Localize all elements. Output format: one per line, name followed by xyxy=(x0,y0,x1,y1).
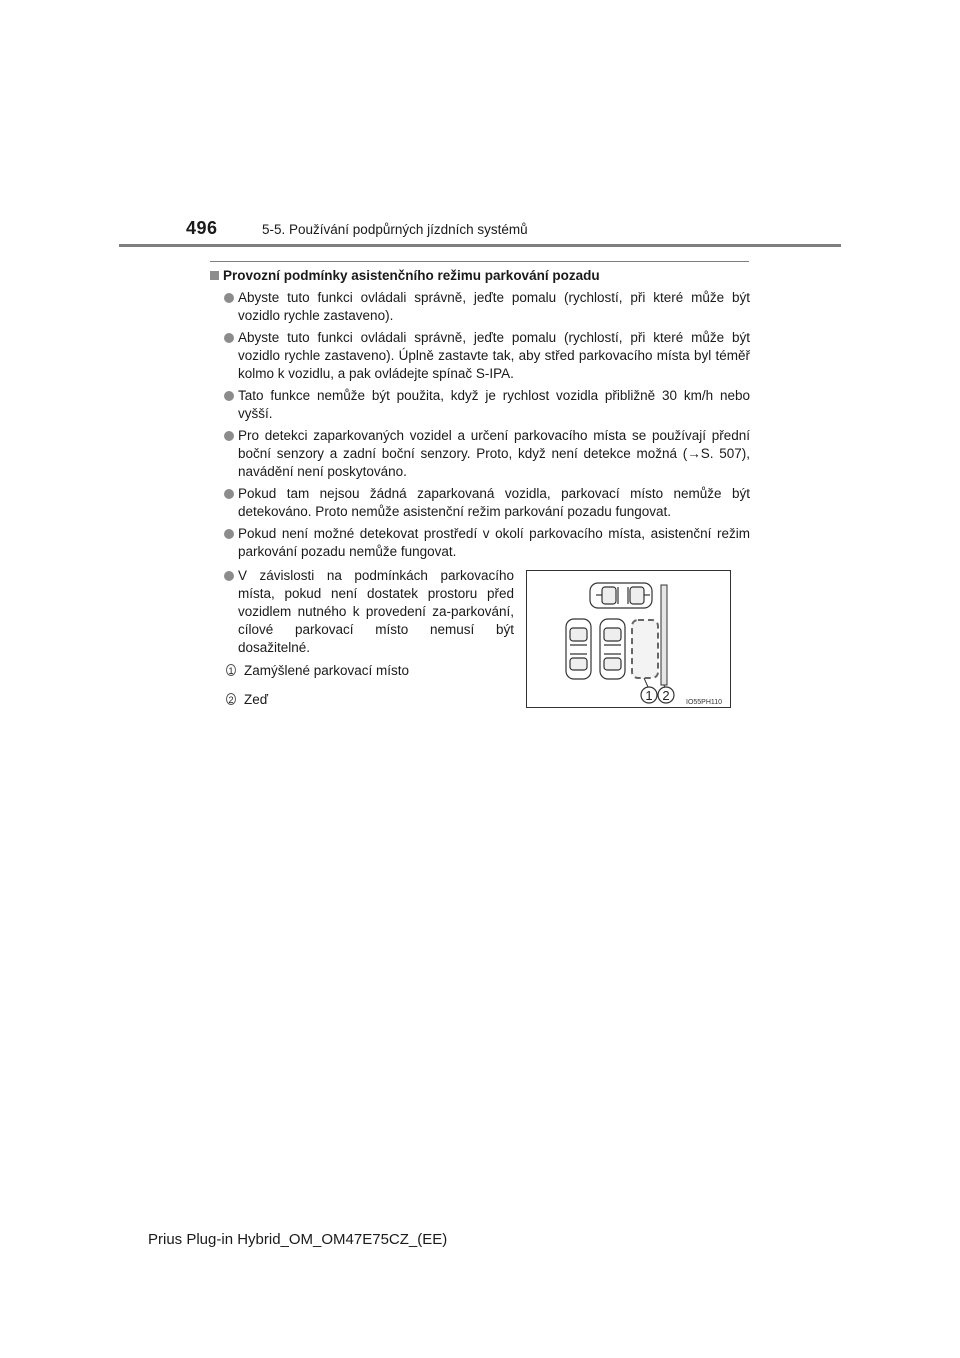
list-item xyxy=(224,289,750,325)
figure-code: IO55PH110 xyxy=(686,699,723,706)
bullet-dot-icon xyxy=(224,529,234,539)
bullet-dot-icon xyxy=(224,333,234,343)
bullet-dot-icon xyxy=(224,293,234,303)
wall xyxy=(661,585,667,685)
block-heading xyxy=(210,267,750,285)
page-number: 496 xyxy=(186,218,218,238)
list-item xyxy=(224,525,750,561)
bullet-dot-icon xyxy=(224,431,234,441)
list-item xyxy=(224,329,750,383)
parking-diagram xyxy=(526,570,731,708)
list-item-with-figure xyxy=(224,567,514,657)
callout-1-label: 1 xyxy=(645,688,653,703)
list-item-text: Abyste tuto funkci ovládali správně, jeďte pomalu (rychlostí, při které může být vozidlo rychle zastaveno). xyxy=(238,290,750,323)
bullet-dot-icon xyxy=(224,489,234,499)
list-item-text: Tato funkce nemůže být použita, když je rychlost vozidla přibližně 30 km/h nebo vyšší. xyxy=(238,388,750,421)
legend-number: 1 xyxy=(226,664,236,676)
legend-number: 2 xyxy=(226,693,236,705)
header-rule xyxy=(119,244,841,247)
footer-text: Prius Plug-in Hybrid_OM_OM47E75CZ_(EE) xyxy=(148,1231,448,1248)
section-title: 5-5. Používání podpůrných jízdních systémů xyxy=(262,222,528,237)
list-item-text: Pokud není možné detekovat prostředí v okolí parkovacího místa, asistenční režim parkování pozadu nemůže fungovat. xyxy=(238,526,750,559)
car-middle-icon xyxy=(600,619,625,679)
square-bullet-icon xyxy=(210,271,219,280)
car-left-icon xyxy=(566,619,591,679)
list-item xyxy=(224,485,750,521)
block-rule xyxy=(210,261,749,262)
legend-label: Zeď xyxy=(244,692,269,707)
bullet-dot-icon xyxy=(224,571,234,581)
bullet-list xyxy=(224,289,750,565)
block-heading-text: Provozní podmínky asistenčního režimu parkování pozadu xyxy=(223,268,600,283)
intended-parking-space xyxy=(632,620,658,678)
figure-legend xyxy=(226,662,516,720)
bullet-dot-icon xyxy=(224,391,234,401)
legend-item xyxy=(226,691,516,709)
car-top-icon xyxy=(590,583,652,608)
list-item xyxy=(224,387,750,423)
list-item-text: Abyste tuto funkci ovládali správně, jeďte pomalu (rychlostí, při které může být vozidlo rychle zastaveno). Úplně zastavte tak, aby střed parkovacího místa byl téměř kolmo k vozidlu, a pak ovládejte spínač S-IPA. xyxy=(238,330,750,381)
list-item xyxy=(224,427,750,481)
list-item-text: Pro detekci zaparkovaných vozidel a určení parkovacího místa se používají přední boční senzory a zadní boční senzory. Proto, když není detekce možná (→S. 507), navádění není poskytováno. xyxy=(238,428,750,479)
callout-2-label: 2 xyxy=(662,688,670,703)
list-item-text: V závislosti na podmínkách parkovacího místa, pokud není dostatek prostoru před vozidlem nutného k provedení za-parkování, cílové parkovací místo nemusí být dosažitelné. xyxy=(238,568,514,655)
list-item-text: Pokud tam nejsou žádná zaparkovaná vozidla, parkovací místo nemůže být detekováno. Proto nemůže asistenční režim parkování pozadu fungovat. xyxy=(238,486,750,519)
legend-item xyxy=(226,662,516,680)
legend-label: Zamýšlené parkovací místo xyxy=(244,663,410,678)
